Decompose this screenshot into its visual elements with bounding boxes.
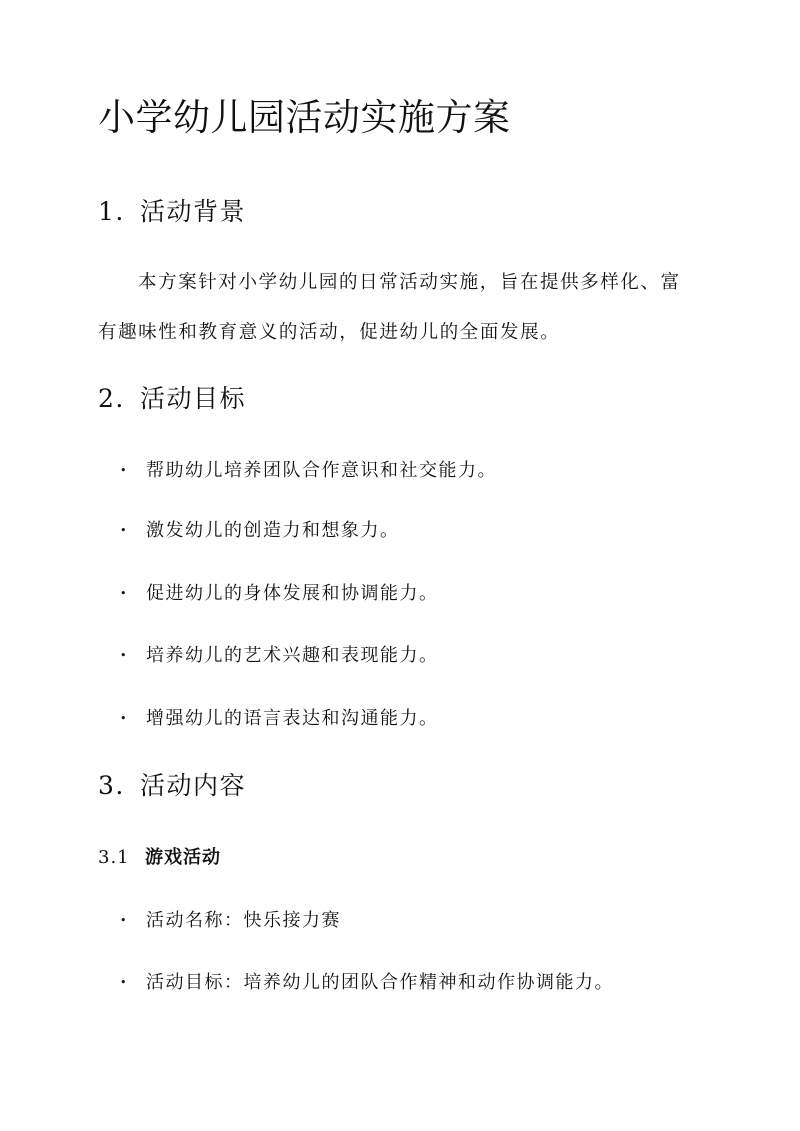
list-item-text: 活动目标：培养幼儿的团队合作精神和动作协调能力。 [146,972,614,993]
bullet-icon: • [120,524,128,537]
list-item-text: 促进幼儿的身体发展和协调能力。 [146,583,439,604]
bullet-icon: • [120,649,128,662]
section-heading-content [98,769,246,803]
subsection-title: 游戏活动 [145,847,221,868]
section-number: 3. [98,771,125,800]
list-item [120,970,614,996]
bullet-icon: • [120,587,128,600]
paragraph-line: 有趣味性和教育意义的活动，促进幼儿的全面发展。 [98,322,561,343]
list-item-text: 活动名称：快乐接力赛 [146,910,341,931]
list-item [120,581,439,607]
section-heading-background [98,195,246,229]
section-number: 2. [98,384,125,413]
bullet-icon: • [120,914,128,927]
list-item-text: 激发幼儿的创造力和想象力。 [146,520,400,541]
list-item [120,643,439,669]
bullet-icon: • [120,464,128,477]
list-item-text: 帮助幼儿培养团队合作意识和社交能力。 [146,460,497,481]
list-item [120,458,497,484]
list-item-text: 培养幼儿的艺术兴趣和表现能力。 [146,645,439,666]
document-title: 小学幼儿园活动实施方案 [98,96,511,139]
section-heading-goals [98,382,246,416]
list-item [120,908,341,934]
bullet-icon: • [120,976,128,989]
list-item [120,706,439,732]
section-title: 活动背景 [140,197,247,226]
section-title: 活动内容 [140,771,247,800]
subsection-number: 3.1 [98,847,130,868]
section-number: 1. [98,197,125,226]
bullet-icon: • [120,712,128,725]
subsection-heading-games [98,845,221,871]
section-title: 活动目标 [140,384,247,413]
list-item-text: 增强幼儿的语言表达和沟通能力。 [146,708,439,729]
paragraph-line: 本方案针对小学幼儿园的日常活动实施，旨在提供多样化、富 [138,272,681,293]
list-item [120,518,400,544]
